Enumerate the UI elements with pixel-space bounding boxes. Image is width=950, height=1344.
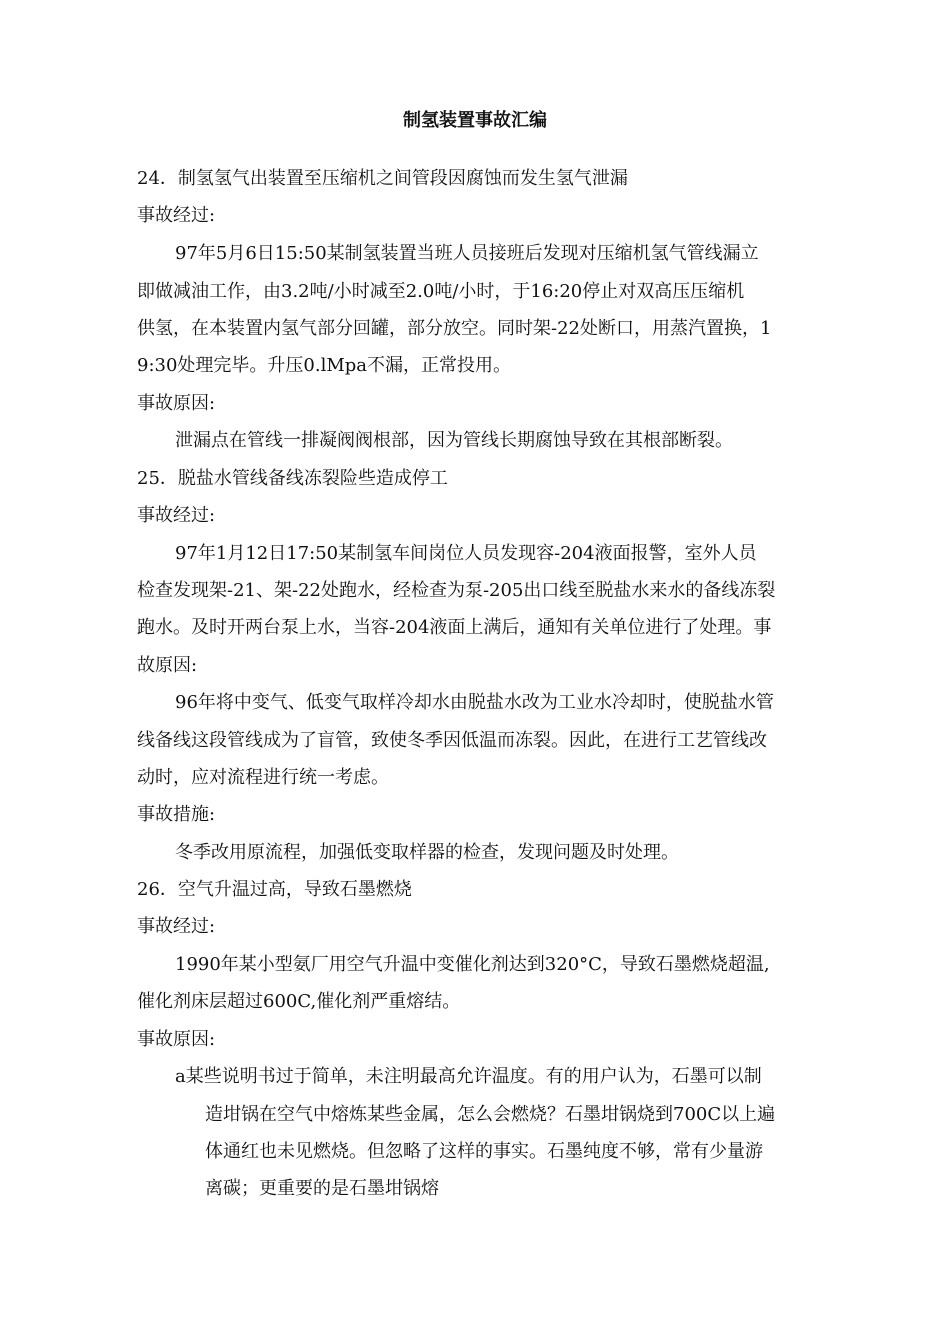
paragraph-line: 检查发现架-21、架-22处跑水，经检查为泵-205出口线至脱盐水来水的备线冻裂	[137, 580, 776, 601]
subheading-process: 事故经过:	[137, 205, 216, 226]
section-heading-24: 24．制氢氢气出装置至压缩机之间管段因腐蚀而发生氢气泄漏	[137, 168, 628, 189]
subheading-measures: 事故措施:	[137, 804, 216, 825]
section-heading-25: 25．脱盐水管线备线冻裂险些造成停工	[137, 468, 448, 489]
paragraph-line: 跑水。及时开两台泵上水，当容-204液面上满后，通知有关单位进行了处理。事	[137, 617, 772, 638]
paragraph-line: 97年5月6日15:50某制氢装置当班人员接班后发现对压缩机氢气管线漏立	[175, 243, 759, 264]
paragraph-line: 9:30处理完毕。升压0.lMpa不漏，正常投用。	[137, 355, 512, 376]
paragraph-line: 冬季改用原流程，加强低变取样器的检查，发现问题及时处理。	[175, 842, 679, 863]
paragraph-line: 97年1月12日17:50某制氢车间岗位人员发现容-204液面报警，室外人员	[175, 543, 757, 564]
subheading-cause: 事故原因:	[137, 393, 216, 414]
section-heading-26: 26．空气升温过高，导致石墨燃烧	[137, 879, 412, 900]
paragraph-line: 泄漏点在管线一排凝阀阀根部，因为管线长期腐蚀导致在其根部断裂。	[175, 430, 733, 451]
subheading-process: 事故经过:	[137, 505, 216, 526]
paragraph-line: 96年将中变气、低变气取样冷却水由脱盐水改为工业水冷却时，使脱盐水管	[175, 692, 774, 713]
paragraph-line: 供氢，在本装置内氢气部分回罐，部分放空。同时架-22处断口，用蒸汽置换，1	[137, 318, 772, 339]
paragraph-line: 线备线这段管线成为了盲管，致使冬季因低温而冻裂。因此，在进行工艺管线改	[137, 730, 767, 751]
paragraph-line: 1990年某小型氨厂用空气升温中变催化剂达到320°C，导致石墨燃烧超温,	[175, 954, 770, 975]
paragraph-line: 催化剂床层超过600C,催化剂严重熔结。	[137, 991, 461, 1012]
paragraph-line: 离碳；更重要的是石墨坩锅熔	[205, 1178, 439, 1199]
paragraph-line: 动时，应对流程进行统一考虑。	[137, 767, 389, 788]
paragraph-line: 造坩锅在空气中熔炼某些金属，怎么会燃烧？石墨坩锅烧到700C以上遍	[205, 1104, 776, 1125]
list-item-a: a某些说明书过于简单，未注明最高允许温度。有的用户认为，石墨可以制	[175, 1066, 762, 1087]
paragraph-line: 体通红也未见燃烧。但忽略了这样的事实。石墨纯度不够，常有少量游	[205, 1141, 763, 1162]
subheading-process: 事故经过:	[137, 916, 216, 937]
subheading-cause: 事故原因:	[137, 1029, 216, 1050]
subheading-cause: 故原因:	[137, 655, 198, 676]
paragraph-line: 即做减油工作，由3.2吨/小时减至2.0吨/小时，于16:20停止对双高压压缩机	[137, 281, 745, 302]
document-title: 制氢装置事故汇编	[403, 110, 547, 131]
